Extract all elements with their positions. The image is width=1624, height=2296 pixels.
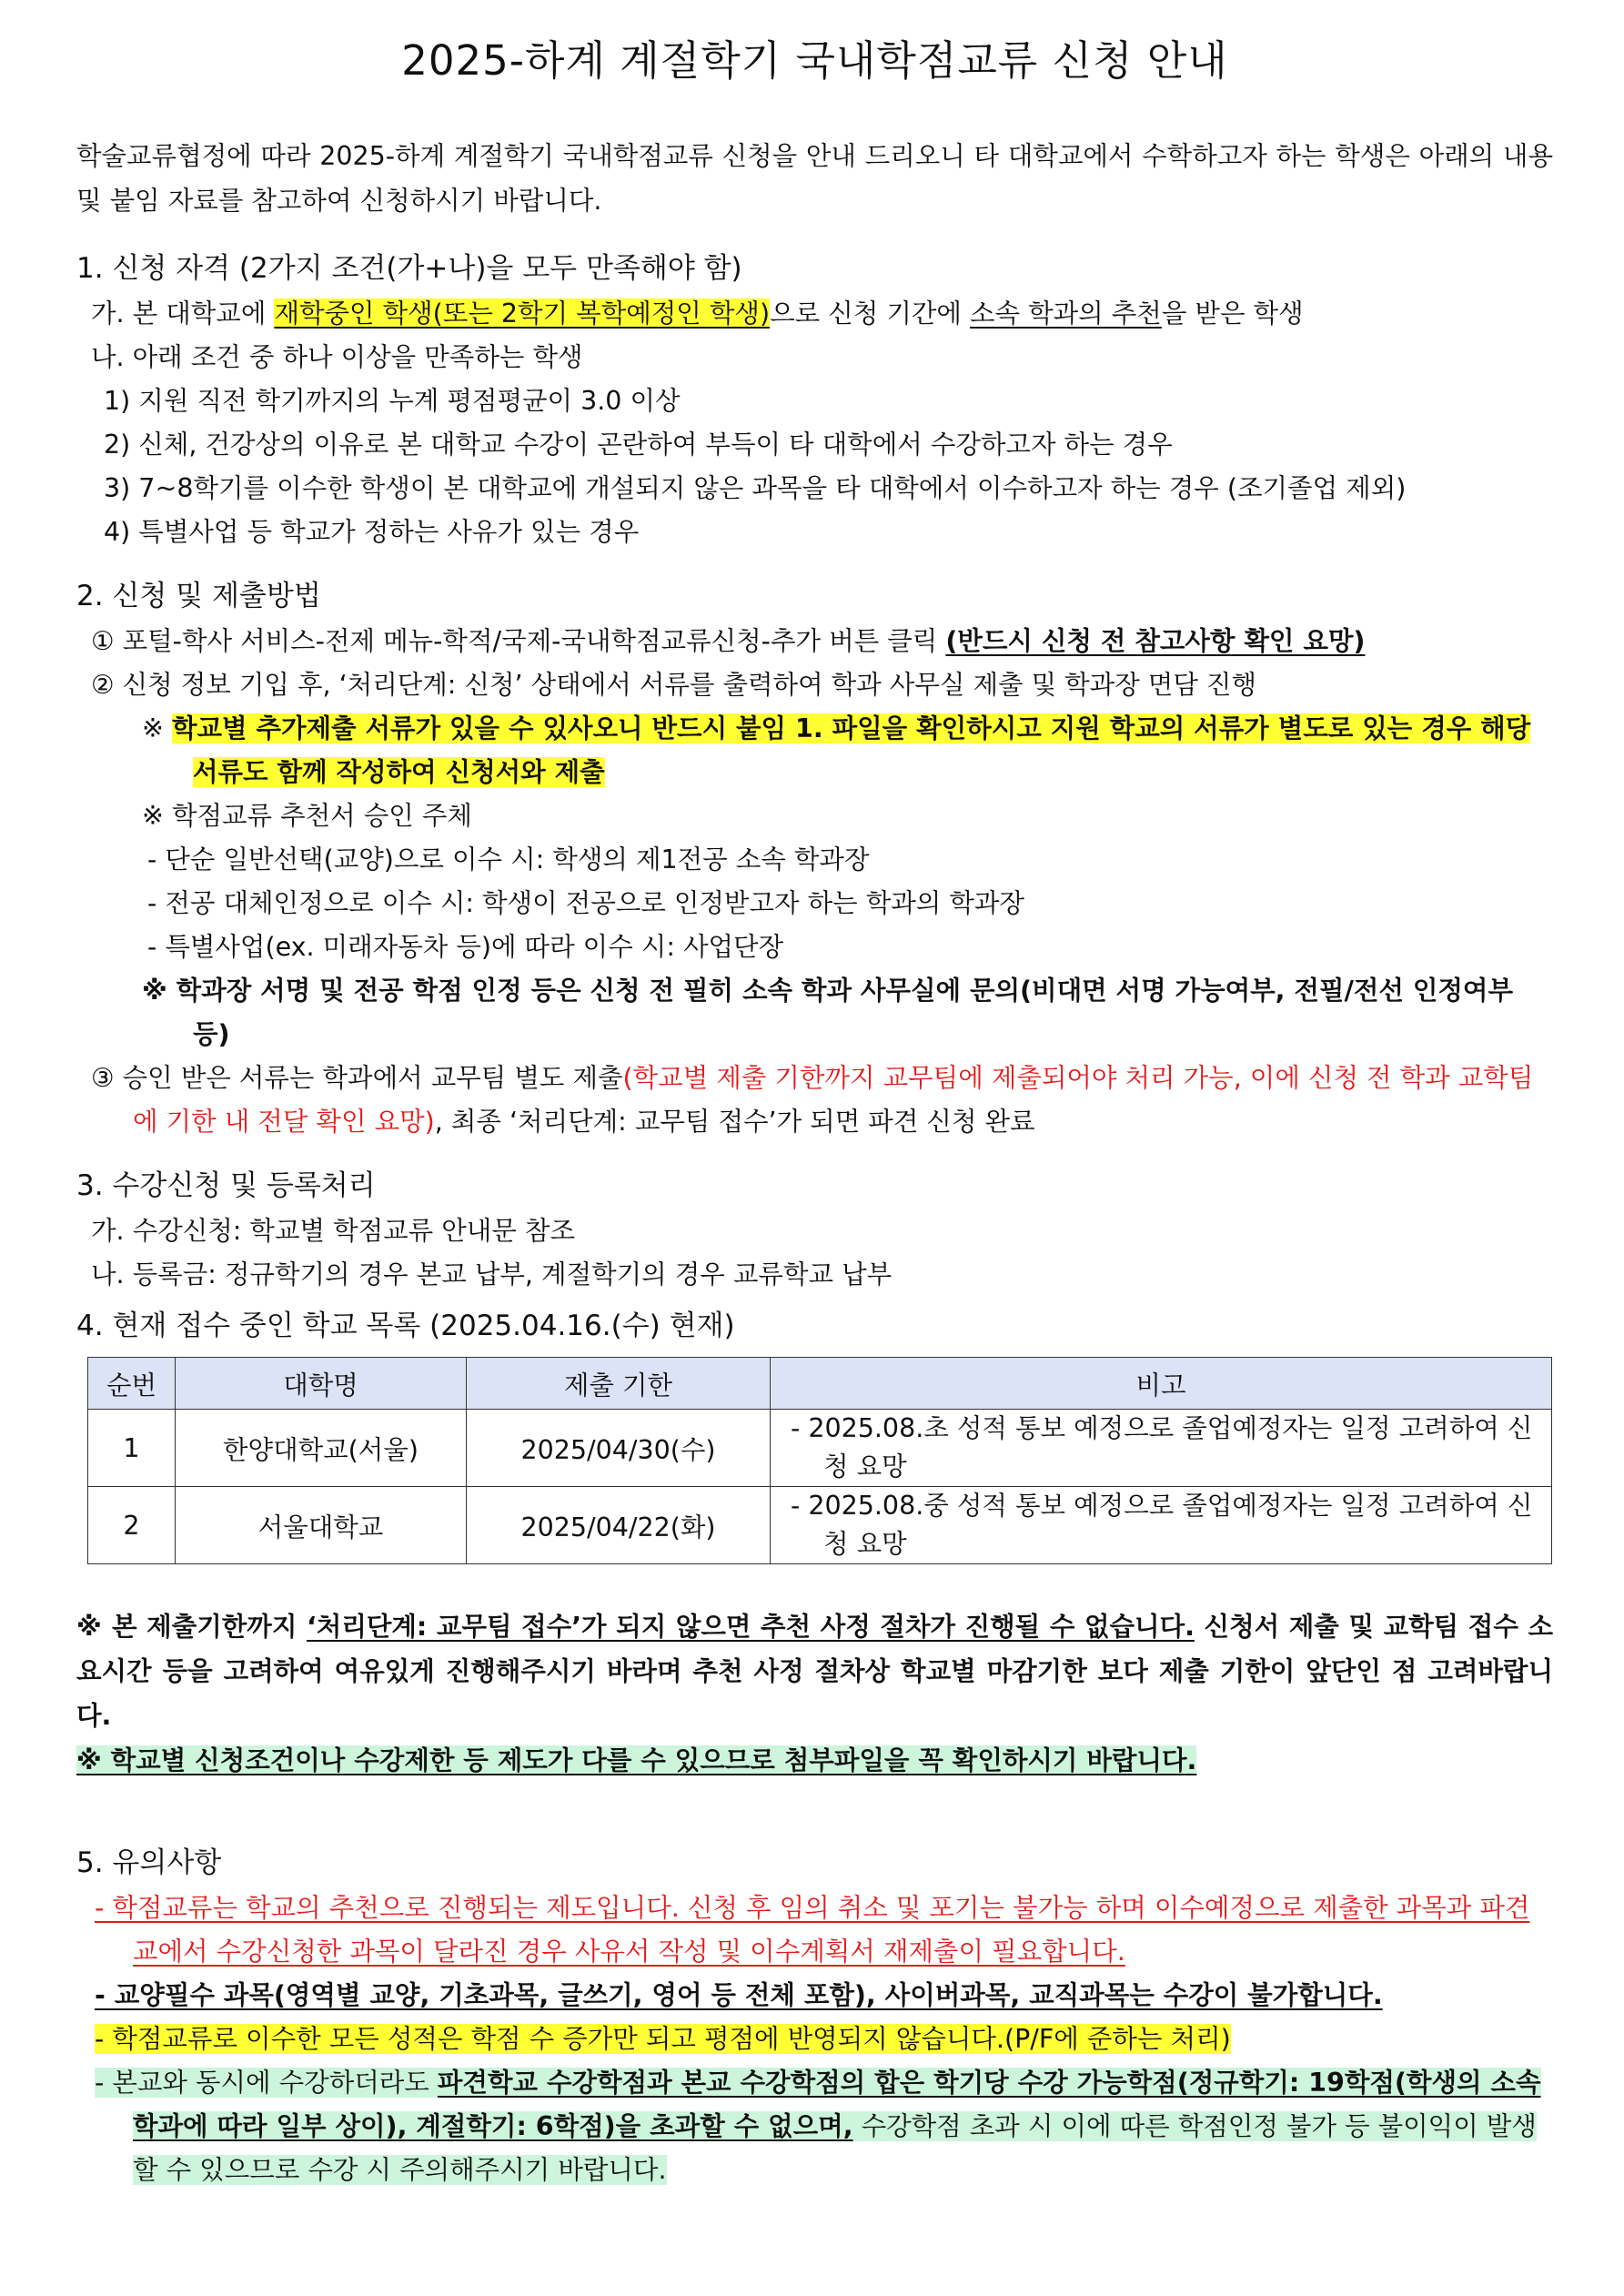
- s2-note-2: ※ 학점교류 추천서 승인 주체: [142, 801, 472, 831]
- table-header: 비고: [771, 1358, 1552, 1410]
- s5-item-4-pre: - 본교와 동시에 수강하더라도: [95, 2068, 438, 2098]
- s2-step-1-text: ① 포털-학사 서비스-전제 메뉴-학적/국제-국내학점교류신청-추가 버튼 클릭: [91, 626, 946, 656]
- deadline-notice-post: 신청서 제출 및 교학팀 접수 소요시간 등을 고려하여 여유있게 진행해주시기 바라며 추천 사정 절차상 학교별 마감기한 보다 제출 기한이 앞단인 점 고려바랍니다.: [76, 1612, 1554, 1731]
- table-cell-due: 2025/04/22(화): [467, 1487, 771, 1564]
- s1-item-1: 1) 지원 직전 학기까지의 누계 평점평균이 3.0 이상: [104, 386, 681, 416]
- s5-item-4-underline: 파견학교 수강학점과 본교 수강학점의 합은 학기당 수강 가능학점(정규학기: 19학점(학생의 소속학과에 따라 일부 상이), 계절학기: 6학점)을 초과할 수 없으며,: [133, 2068, 1541, 2141]
- table-header-row: [88, 1358, 1552, 1410]
- s5-item-3: [76, 2018, 1553, 2061]
- section-4-heading: 4. 현재 접수 중인 학교 목록 (2025.04.16.(수) 현재): [76, 1310, 735, 1342]
- s2-sub-3: - 특별사업(ex. 미래자동차 등)에 따라 이수 시: 사업단장: [147, 932, 784, 962]
- table-row: [88, 1487, 1552, 1564]
- table-cell-name: 한양대학교(서울): [176, 1410, 467, 1487]
- table-row: [88, 1410, 1552, 1487]
- table-cell-note: [771, 1410, 1552, 1487]
- table-cell-note-text: - 2025.08.중 성적 통보 예정으로 졸업예정자는 일정 고려하여 신청 요망: [791, 1491, 1533, 1559]
- s1-ga-pre: 가. 본 대학교에: [91, 298, 275, 329]
- table-header: 제출 기한: [467, 1358, 771, 1410]
- section-1-heading: 1. 신청 자격 (2가지 조건(가+나)을 모두 만족해야 함): [76, 252, 742, 285]
- attachment-notice: [76, 1738, 1553, 1783]
- s2-step-3: [76, 1057, 1553, 1144]
- intro-paragraph: 학술교류협정에 따라 2025-하계 계절학기 국내학점교류 신청을 안내 드리오니 타 대학교에서 수학하고자 하는 학생은 아래의 내용 및 붙임 자료를 참고하여 신청하시기 바랍니다.: [76, 141, 1553, 216]
- section-2-heading: 2. 신청 및 제출방법: [76, 580, 321, 612]
- s2-note-1: [76, 707, 1553, 794]
- s1-item-2: 2) 신체, 건강상의 이유로 본 대학교 수강이 곤란하여 부득이 타 대학에서 수강하고자 하는 경우: [104, 430, 1173, 460]
- s3-ga: 가. 수강신청: 학교별 학점교류 안내문 참조: [91, 1216, 575, 1246]
- s2-note-1-text: 학교별 추가제출 서류가 있을 수 있사오니 반드시 붙임 1. 파일을 확인하시고 지원 학교의 서류가 별도로 있는 경우 해당 서류도 함께 작성하여 신청서와 제출: [171, 713, 1531, 787]
- s3-na: 나. 등록금: 정규학기의 경우 본교 납부, 계절학기의 경우 교류학교 납부: [91, 1259, 893, 1290]
- table-cell-name: 서울대학교: [176, 1487, 467, 1564]
- s1-ga-underline: 소속 학과의 추천: [969, 298, 1162, 329]
- s5-item-4-post: 수강학점 초과 시 이에 따른 학점인정 불가 등 불이익이 발생할 수 있으므로 수강 시 주의해주시기 바랍니다.: [133, 2111, 1537, 2185]
- deadline-notice-pre: ※ 본 제출기한까지: [76, 1612, 307, 1642]
- s5-item-1: - 학점교류는 학교의 추천으로 진행되는 제도입니다. 신청 후 임의 취소 및 포기는 불가능 하며 이수예정으로 제출한 과목과 파견교에서 수강신청한 과목이 달라진 경우 사유서 작성 및 이수계획서 재제출이 필요합니다.: [95, 1893, 1530, 1967]
- s2-step-2: ② 신청 정보 기입 후, ‘처리단계: 신청’ 상태에서 서류를 출력하여 학과 사무실 제출 및 학과장 면담 진행: [91, 670, 1256, 700]
- s1-item-3: 3) 7~8학기를 이수한 학생이 본 대학교에 개설되지 않은 과목을 타 대학에서 이수하고자 하는 경우 (조기졸업 제외): [104, 473, 1407, 503]
- section-3-heading: 3. 수강신청 및 등록처리: [76, 1169, 376, 1202]
- deadline-notice-underline: ‘처리단계: 교무팀 접수’가 되지 않으면 추천 사정 절차가 진행될 수 없습니다.: [306, 1612, 1195, 1642]
- table-cell-no: 1: [88, 1410, 176, 1487]
- table-header: 대학명: [176, 1358, 467, 1410]
- table-cell-no: 2: [88, 1487, 176, 1564]
- s2-sub-1: - 단순 일반선택(교양)으로 이수 시: 학생의 제1전공 소속 학과장: [147, 845, 870, 875]
- s2-step-1: [76, 620, 1553, 663]
- s5-item-4: [76, 2061, 1553, 2192]
- s1-ga-highlight: 재학중인 학생(또는 2학기 복학예정인 학생): [274, 298, 771, 329]
- s1-na: 나. 아래 조건 중 하나 이상을 만족하는 학생: [91, 342, 583, 372]
- page-title: 2025-하계 계절학기 국내학점교류 신청 안내: [401, 36, 1228, 85]
- s2-step-3-post: , 최종 ‘처리단계: 교무팀 접수’가 되면 파견 신청 완료: [434, 1107, 1035, 1137]
- table-cell-note: [771, 1487, 1552, 1564]
- s1-item-4: 4) 특별사업 등 학교가 정하는 사유가 있는 경우: [104, 517, 640, 547]
- s2-step-1-bold: (반드시 신청 전 참고사항 확인 요망): [945, 626, 1366, 656]
- s1-ga: [76, 292, 1553, 336]
- s5-item-3-text: - 학점교류로 이수한 모든 성적은 학점 수 증가만 되고 평점에 반영되지 않습니다.(P/F에 준하는 처리): [95, 2024, 1231, 2054]
- table-cell-due: 2025/04/30(수): [467, 1410, 771, 1487]
- table-header: 순번: [88, 1358, 176, 1410]
- s2-sub-2: - 전공 대체인정으로 이수 시: 학생이 전공으로 인정받고자 하는 학과의 학과장: [147, 888, 1024, 918]
- attachment-notice-text: ※ 학교별 신청조건이나 수강제한 등 제도가 다를 수 있으므로 첨부파일을 꼭 확인하시기 바랍니다.: [76, 1745, 1197, 1775]
- table-cell-note-text: - 2025.08.초 성적 통보 예정으로 졸업예정자는 일정 고려하여 신청 요망: [791, 1413, 1533, 1482]
- s1-ga-mid: 으로 신청 기간에: [770, 298, 970, 329]
- school-table: [87, 1357, 1552, 1564]
- s5-item-2: - 교양필수 과목(영역별 교양, 기초과목, 글쓰기, 영어 등 전체 포함), 사이버과목, 교직과목는 수강이 불가합니다.: [95, 1980, 1383, 2010]
- s1-ga-post: 을 받은 학생: [1161, 298, 1304, 329]
- s2-step-3-text: ③ 승인 받은 서류는 학과에서 교무팀 별도 제출: [91, 1063, 623, 1093]
- s2-note-3: ※ 학과장 서명 및 전공 학점 인정 등은 신청 전 필히 소속 학과 사무실에 문의(비대면 서명 가능여부, 전필/전선 인정여부 등): [142, 976, 1513, 1049]
- s2-note-1-mark: ※: [142, 713, 172, 743]
- section-5-heading: 5. 유의사항: [76, 1846, 222, 1879]
- deadline-notice: [76, 1604, 1553, 1738]
- s2-step-3-red: (학교별 제출 기한까지 교무팀에 제출되어야 처리 가능, 이에 신청 전 학과 교학팀에 기한 내 전달 확인 요망): [133, 1063, 1534, 1137]
